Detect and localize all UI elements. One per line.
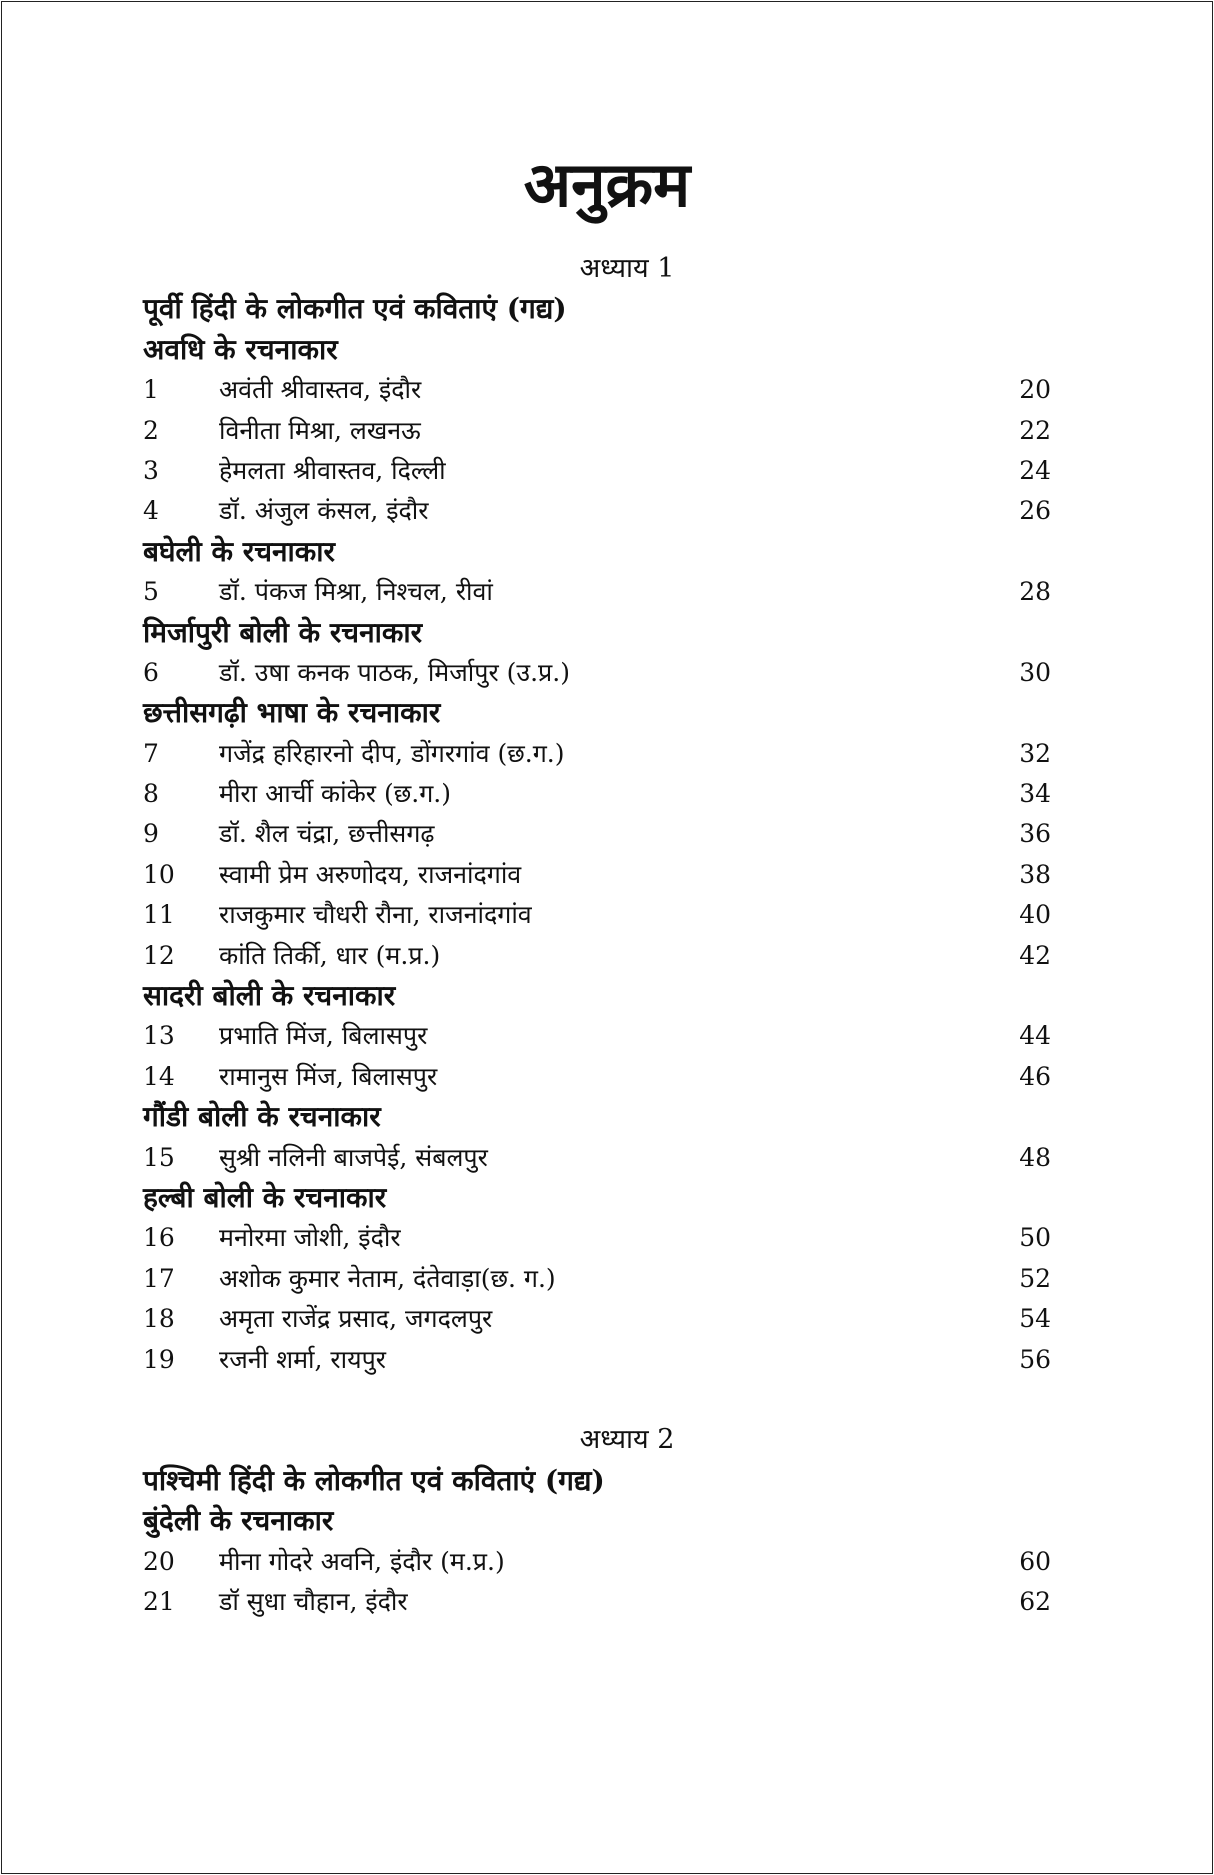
entry-page-number: 54 <box>1019 1304 1051 1334</box>
entry-page-number: 40 <box>1019 900 1051 930</box>
section-heading: पूर्वी हिंदी के लोकगीत एवं कविताएं (गद्य) <box>143 292 567 326</box>
toc-entry[interactable] <box>143 1016 1051 1056</box>
entry-author: मीना गोदरे अवनि, इंदौर (म.प्र.) <box>219 1546 505 1576</box>
entry-number: 9 <box>143 819 159 849</box>
toc-entry[interactable] <box>143 1340 1051 1380</box>
entry-number: 5 <box>143 577 159 607</box>
entry-number: 4 <box>143 496 159 526</box>
entry-author: स्वामी प्रेम अरुणोदय, राजनांदगांव <box>219 859 522 889</box>
entry-author: डॉ. अंजुल कंसल, इंदौर <box>219 496 429 526</box>
entry-author: डॉ. शैल चंद्रा, छत्तीसगढ़ <box>219 819 435 849</box>
entry-author: सुश्री नलिनी बाजपेई, संबलपुर <box>219 1142 488 1172</box>
entry-author: रामानुस मिंज, बिलासपुर <box>219 1061 438 1091</box>
section-heading: हल्बी बोली के रचनाकार <box>143 1180 387 1214</box>
entry-number: 15 <box>143 1142 175 1172</box>
toc-entry[interactable] <box>143 1299 1051 1339</box>
entry-number: 17 <box>143 1263 175 1293</box>
entry-author: अशोक कुमार नेताम, दंतेवाड़ा(छ. ग.) <box>219 1263 556 1293</box>
toc-entry[interactable] <box>143 895 1051 935</box>
entry-page-number: 48 <box>1019 1142 1051 1172</box>
entry-page-number: 20 <box>1019 375 1051 405</box>
toc-entry[interactable] <box>143 1138 1051 1178</box>
entry-page-number: 24 <box>1019 455 1051 485</box>
entry-page-number: 44 <box>1019 1021 1051 1051</box>
entry-number: 1 <box>143 375 159 405</box>
section-heading: अवधि के रचनाकार <box>143 332 338 366</box>
toc-entry[interactable] <box>143 855 1051 895</box>
toc-entry[interactable] <box>143 1057 1051 1097</box>
entry-page-number: 22 <box>1019 415 1051 445</box>
entry-author: राजकुमार चौधरी रौना, राजनांदगांव <box>219 900 532 930</box>
table-of-contents <box>143 249 1051 1622</box>
entry-number: 18 <box>143 1304 175 1334</box>
entry-number: 3 <box>143 455 159 485</box>
entry-number: 10 <box>143 859 175 889</box>
entry-number: 16 <box>143 1223 175 1253</box>
toc-entry[interactable] <box>143 1582 1051 1622</box>
entry-author: विनीता मिश्रा, लखनऊ <box>219 415 421 445</box>
spacer <box>143 1380 1051 1420</box>
entry-author: अमृता राजेंद्र प्रसाद, जगदलपुर <box>219 1304 493 1334</box>
section-heading: छत्तीसगढ़ी भाषा के रचनाकार <box>143 696 441 730</box>
toc-entry[interactable] <box>143 936 1051 976</box>
entry-author: मनोरमा जोशी, इंदौर <box>219 1223 401 1253</box>
entry-number: 8 <box>143 779 159 809</box>
toc-entry[interactable] <box>143 734 1051 774</box>
toc-entry[interactable] <box>143 774 1051 814</box>
entry-author: गजेंद्र हरिहारनो दीप, डोंगरगांव (छ.ग.) <box>219 738 565 768</box>
entry-page-number: 34 <box>1019 779 1051 809</box>
entry-number: 12 <box>143 940 175 970</box>
toc-entry[interactable] <box>143 451 1051 491</box>
entry-author: प्रभाति मिंज, बिलासपुर <box>219 1021 428 1051</box>
toc-entry[interactable] <box>143 1542 1051 1582</box>
entry-page-number: 36 <box>1019 819 1051 849</box>
entry-page-number: 46 <box>1019 1061 1051 1091</box>
entry-number: 2 <box>143 415 159 445</box>
entry-page-number: 30 <box>1019 657 1051 687</box>
entry-page-number: 50 <box>1019 1223 1051 1253</box>
entry-author: डॉ सुधा चौहान, इंदौर <box>219 1586 408 1616</box>
entry-author: रजनी शर्मा, रायपुर <box>219 1344 387 1374</box>
toc-entry[interactable] <box>143 491 1051 531</box>
page-title: अनुक्रम <box>523 148 691 221</box>
entry-page-number: 38 <box>1019 859 1051 889</box>
entry-number: 19 <box>143 1344 175 1374</box>
entry-number: 11 <box>143 900 175 930</box>
section-heading: बघेली के रचनाकार <box>143 534 336 568</box>
entry-number: 20 <box>143 1546 175 1576</box>
section-heading: गौंडी बोली के रचनाकार <box>143 1100 381 1134</box>
entry-author: हेमलता श्रीवास्तव, दिल्ली <box>219 455 446 485</box>
toc-entry[interactable] <box>143 411 1051 451</box>
entry-number: 13 <box>143 1021 175 1051</box>
section-heading: मिर्जापुरी बोली के रचनाकार <box>143 615 423 649</box>
entry-page-number: 32 <box>1019 738 1051 768</box>
entry-author: मीरा आर्ची कांकेर (छ.ग.) <box>219 779 451 809</box>
toc-entry[interactable] <box>143 1259 1051 1299</box>
entry-page-number: 62 <box>1019 1586 1051 1616</box>
entry-page-number: 42 <box>1019 940 1051 970</box>
entry-number: 14 <box>143 1061 175 1091</box>
toc-entry[interactable] <box>143 1218 1051 1258</box>
entry-number: 21 <box>143 1586 175 1616</box>
entry-author: अवंती श्रीवास्तव, इंदौर <box>219 375 422 405</box>
chapter-label: अध्याय 2 <box>579 1424 675 1456</box>
toc-entry[interactable] <box>143 814 1051 854</box>
entry-page-number: 52 <box>1019 1263 1051 1293</box>
entry-page-number: 56 <box>1019 1344 1051 1374</box>
entry-author: डॉ. पंकज मिश्रा, निश्चल, रीवां <box>219 577 493 607</box>
section-heading: बुंदेली के रचनाकार <box>143 1504 334 1538</box>
toc-entry[interactable] <box>143 653 1051 693</box>
toc-entry[interactable] <box>143 572 1051 612</box>
section-heading: सादरी बोली के रचनाकार <box>143 979 396 1013</box>
entry-author: कांति तिर्की, धार (म.प्र.) <box>219 940 441 970</box>
chapter-label: अध्याय 1 <box>579 253 675 284</box>
entry-number: 6 <box>143 657 159 687</box>
entry-page-number: 60 <box>1019 1546 1051 1576</box>
toc-entry[interactable] <box>143 370 1051 410</box>
entry-author: डॉ. उषा कनक पाठक, मिर्जापुर (उ.प्र.) <box>219 657 570 687</box>
entry-page-number: 28 <box>1019 577 1051 607</box>
section-heading: पश्चिमी हिंदी के लोकगीत एवं कविताएं (गद्य) <box>143 1463 605 1497</box>
entry-page-number: 26 <box>1019 496 1051 526</box>
entry-number: 7 <box>143 738 159 768</box>
